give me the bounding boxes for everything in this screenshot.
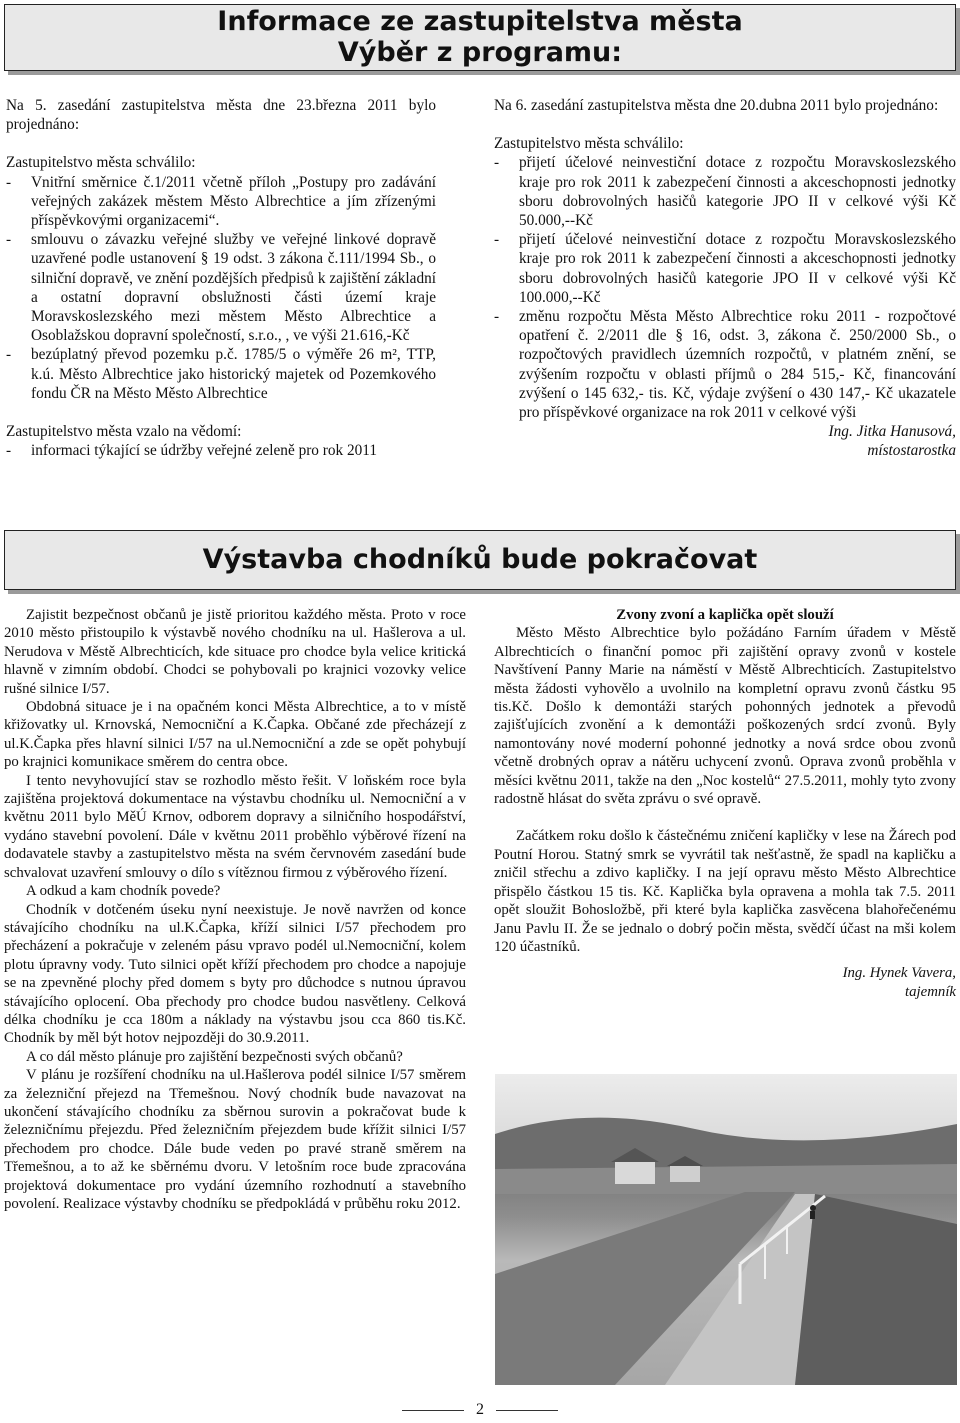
approved-heading: Zastupitelstvo města schválilo: xyxy=(6,154,196,172)
section-title: Výstavba chodníků bude pokračovat xyxy=(202,544,758,575)
list-item: - informaci týkající se údržby veřejné zeleně pro rok 2011 xyxy=(6,442,378,460)
banner-subtitle: Výběr z programu: xyxy=(337,37,623,68)
noted-heading: Zastupitelstvo města vzalo na vědomí: xyxy=(6,423,242,441)
section-banner xyxy=(4,530,956,590)
page-number: 2 xyxy=(476,1401,484,1418)
list-item: - přijetí účelové neinvestiční dotace z rozpočtu Moravskoslezského kraje pro rok 2011 k zabezpečení činnosti a akceschopnosti jednotky sboru dobrovolných hasičů kategorie JPO II v celkové výši Kč 100.000,--Kč xyxy=(494,231,956,306)
right-bottom-column xyxy=(494,606,956,1001)
session-intro: Na 6. zasedání zastupitelstva města dne 20.dubna 2011 bylo projednáno: xyxy=(494,97,939,114)
article-question: A odkud a kam chodník povede? xyxy=(26,883,221,900)
article-paragraph: Chodník v dotčeném úseku nyní neexistuje. Je nově navržen od konce stávajícího chodníku na ul.K.Čapka, kříží silnici I/57 přechodem pro přecházení a pokračuje v zeleném pásu vpravo podél ul.Nemocniční, kolem plotu úpravny vody. Tuto silnici opět kříží přechodem pro chodce a napojuje se na zpevněné plochy před domem s byty pro důchodce s nutnou úpravou stávajícího oplocení. Oba přechody pro chodce budou nasvětleny. Celková délka chodníku je cca 180m a náklady na výstavbu jsou cca 860 tis.Kč. Chodník by měl být hotov nejpozději do 30.9.2011. xyxy=(4,901,466,1047)
article-heading: Zvony zvoní a kaplička opět slouží xyxy=(616,607,834,623)
article-question: A co dál město plánuje pro zajištění bezpečnosti svých občanů? xyxy=(26,1048,403,1065)
left-top-column xyxy=(6,96,436,460)
sidewalk-photo-illustration xyxy=(495,1074,957,1385)
left-bottom-column xyxy=(4,606,466,1213)
banner-title: Informace ze zastupitelstva města xyxy=(217,6,743,37)
approved-heading: Zastupitelstvo města schválilo: xyxy=(494,135,684,153)
signature-name: Ing. Hynek Vavera, xyxy=(842,965,956,982)
footer-rule-left xyxy=(402,1410,464,1411)
signature-role: tajemník xyxy=(905,983,956,1000)
article-paragraph: Začátkem roku došlo k částečnému zničení kapličky v lese na Žárech pod Poutní Horou. Statný smrk se vyvrátil tak nešťastně, že spadl na kapličku a zničil střechu a zdivo kapličky. I na její opravu město Město Albrechtice přispělo částkou 15 tis. Kč. Kaplička byla opravena a mohla tak 7.5. 2011 opět sloužit Bohosložbě, při které byla kaplička zasvěcena blahořečenému Janu Pavlu II. Že se jednalo o dobrý počin města, svědčí účast na mši kolem 120 účastníků. xyxy=(494,828,956,955)
article-paragraph: V plánu je rozšíření chodníku na ul.Hašlerova podél silnice I/57 směrem za železniční přejezd na Třemešnou. Nový chodník bude navazovat na ukončení stávajícího chodníku za sběrnou surovin a pokračovat bude k železničnímu přejezdu. Před železničním přejezdem bude křížit silnici I/57 přechodem pro chodce. Dále bude veden po pravé straně směrem na Třemešnou, a to až ke sběrnému dvoru. V letošním roce bude zpracována projektová dokumentace pro vydání územního rozhodnutí a stavebního povolení. Realizace výstavby chodníku se předpokládá v průběhu roku 2012. xyxy=(4,1067,466,1212)
list-item: - přijetí účelové neinvestiční dotace z rozpočtu Moravskoslezského kraje pro rok 2011 k zabezpečení činnosti a akceschopnosti jednotky sboru dobrovolných hasičů kategorie JPO II v celkové výši Kč 50.000,--Kč xyxy=(494,154,956,230)
list-item: - změnu rozpočtu Města Město Albrechtice roku 2011 - rozpočtové opatření č. 2/2011 dle § 16, odst. 3, zákona č. 250/2000 Sb., o rozpočtových pravidlech územních rozpočtů, v platném znění, se zvýšením rozpočtu v oblasti příjmů o 284 515,- Kč, financování zvýšení o 145 632,- tis. Kč, výdaje zvýšení o 430 147,- Kč ukazatele pro příspěvkové organizace na rok 2011 v celkové výši xyxy=(494,308,956,422)
list-item: - bezúplatný převod pozemku p.č. 1785/5 o výměře 26 m², TTP, k.ú. Město Albrechtice jako historický majetek od Pozemkového fondu ČR na Město Město Albrechtice xyxy=(6,346,436,402)
article-paragraph: Město Město Albrechtice bylo požádáno Farním úřadem v Městě Albrechticích o finanční pomoc při zajištění opravy zvonů v kostele Navštívení Panny Marie na náměstí v Městě Albrechticích. Zastupitelstvo města žádosti vyhovělo a uvolnilo na kompletní opravu zvonů částku 95 tis.Kč. Došlo k demontáži starých pohonných jednotek a převodů zajišťujících zvonění a k demontáži poškozených srdcí zvonů. Byly namontovány nové moderní pohonné jednotky a nová srdce obou zvonů včetně drobných oprav a nátěru uchycení zvonů. Oprava zvonů proběhla v měsíci květnu 2011, takže na den „Noc kostelů“ 27.5.2011, mohly tyto zvony radostně hlásat do světa zprávu o své opravě. xyxy=(494,625,956,808)
article-paragraph: I tento nevyhovující stav se rozhodlo město řešit. V loňském roce byla zajištěna projektová dokumentace na výstavbu chodníku ul. Nemocniční a v květnu 2011 bylo MěÚ Krnov, odborem dopravy a silničního hospodářství, vydáno stavební povolení. Dále v květnu 2011 proběhlo výběrové řízení na dodavatele stavby a zastupitelstvo města na svém červnovém zasedání bude schvalovat uzavření smlouvy o dílo s vítěznou firmou z výběrového řízení. xyxy=(4,772,466,881)
article-paragraph: Obdobná situace je i na opačném konci Města Albrechtice, a to v místě křižovatky ul. Krnovská, Nemocniční a K.Čapka. Občané zde přecházejí z ul.K.Čapka přes hlavní silnici I/57 na ul.Nemocniční a zde se opět pohybují po krajnici komunikace směrem do centra obce. xyxy=(4,699,466,771)
header-banner xyxy=(4,4,956,71)
right-top-column xyxy=(494,96,956,461)
footer-rule-right xyxy=(496,1410,558,1411)
article-paragraph: Zajistit bezpečnost občanů je jistě prioritou každého města. Proto v roce 2010 město přistoupilo k výstavbě nového chodníku na ul. Hašlerova a ul. Nerudova v Městě Albrechticích, kde situace pro chodce byla velice kritická hlavně v zimním období. Chodci se pohybovali po krajnici vozovky velice rušné silnice I/57. xyxy=(4,607,466,697)
session-intro: Na 5. zasedání zastupitelstva města dne 23.března 2011 bylo projednáno: xyxy=(6,97,436,134)
signature-role: místostarostka xyxy=(867,442,956,460)
list-item: - Vnitřní směrnice č.1/2011 včetně příloh „Postupy pro zadávání veřejných zakázek městem Město Albrechtice a jím zřízenými příspěvkovými organizacemi“. xyxy=(6,173,436,230)
sidewalk-photo xyxy=(495,1074,957,1385)
signature-name: Ing. Jitka Hanusová, xyxy=(828,423,956,441)
list-item: - smlouvu o závazku veřejné služby ve veřejné linkové dopravě uzavřené podle ustanovení § 19 odst. 3 zákona č.111/1994 Sb., o silniční dopravě, ve znění pozdějších předpisů k zajištění základní a ostatní dopravní obslužnosti části území kraje Moravskoslezského mezi městem Město Albrechtice a Osoblažskou dopravní společností, s.r.o., , ve výši 21.616,-Kč xyxy=(6,231,436,345)
